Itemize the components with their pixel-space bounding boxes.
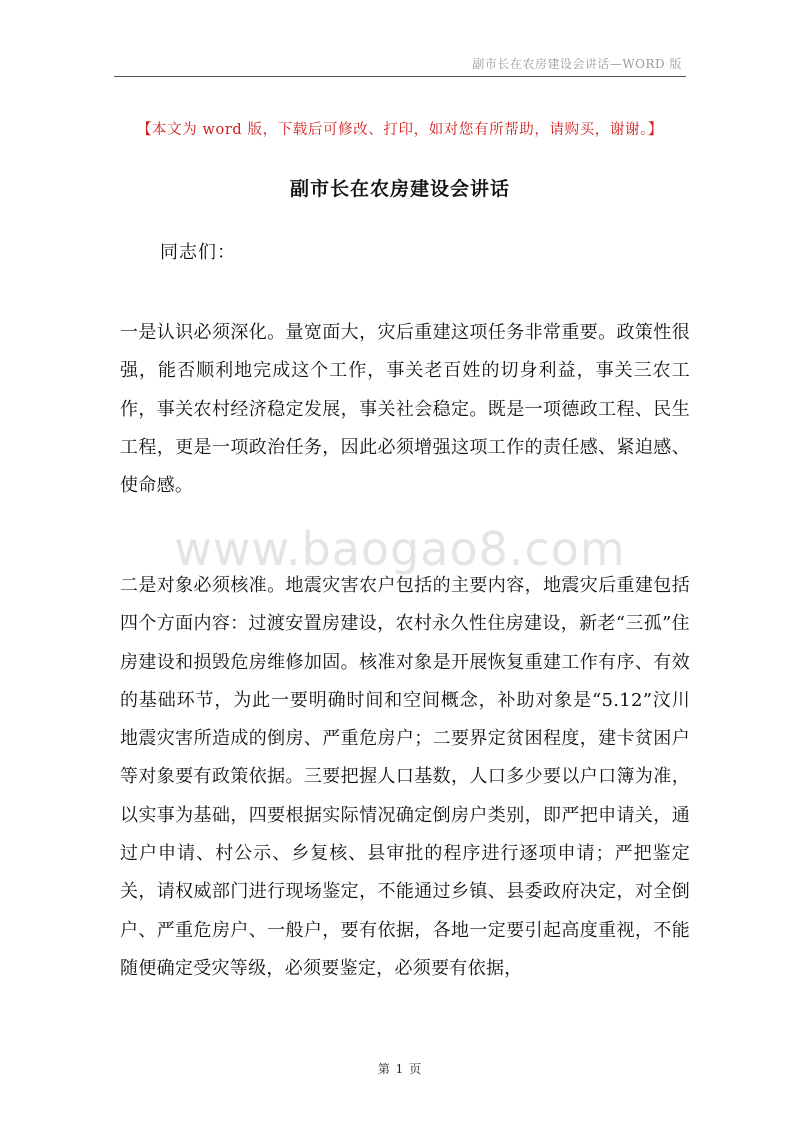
page-number: 第 1 页	[377, 1062, 423, 1076]
download-notice: 【本文为 word 版，下载后可修改、打印，如对您有所帮助，请购买，谢谢。】	[136, 122, 664, 138]
page-header	[114, 52, 686, 77]
document-title: 副市长在农房建设会讲话	[289, 178, 510, 200]
paragraph-1: 一是认识必须深化。量宽面大，灾后重建这项任务非常重要。政策性很强，能否顺利地完成这个工作，事关老百姓的切身利益，事关三农工作，事关农村经济稳定发展，事关社会稳定。既是一项德政工程、民生工程，更是一项政治任务，因此必须增强这项工作的责任感、紧迫感、使命感。	[120, 322, 690, 497]
watermark: www.baogao8.com	[174, 522, 626, 576]
salutation: 同志们：	[160, 242, 236, 263]
running-title: 副市长在农房建设会讲话—WORD 版	[472, 57, 682, 71]
paragraph-2: 二是对象必须核准。地震灾害农户包括的主要内容，地震灾后重建包括四个方面内容：过渡安置房建设，农村永久性住房建设，新老“三孤”住房建设和损毁危房维修加固。核准对象是开展恢复重建工作有序、有效的基础环节，为此一要明确时间和空间概念，补助对象是“5.12”汶川地震灾害所造成的倒房、严重危房户；二要界定贫困程度，建卡贫困户等对象要有政策依据。三要把握人口基数，人口多少要以户口簿为准，以实事为基础，四要根据实际情况确定倒房户类别，即严把申请关，通过户申请、村公示、乡复核、县审批的程序进行逐项申请；严把鉴定关，请权威部门进行现场鉴定，不能通过乡镇、县委政府决定，对全倒户、严重危房户、一般户，要有依据，各地一定要引起高度重视，不能随便确定受灾等级，必须要鉴定，必须要有依据，	[120, 575, 690, 979]
